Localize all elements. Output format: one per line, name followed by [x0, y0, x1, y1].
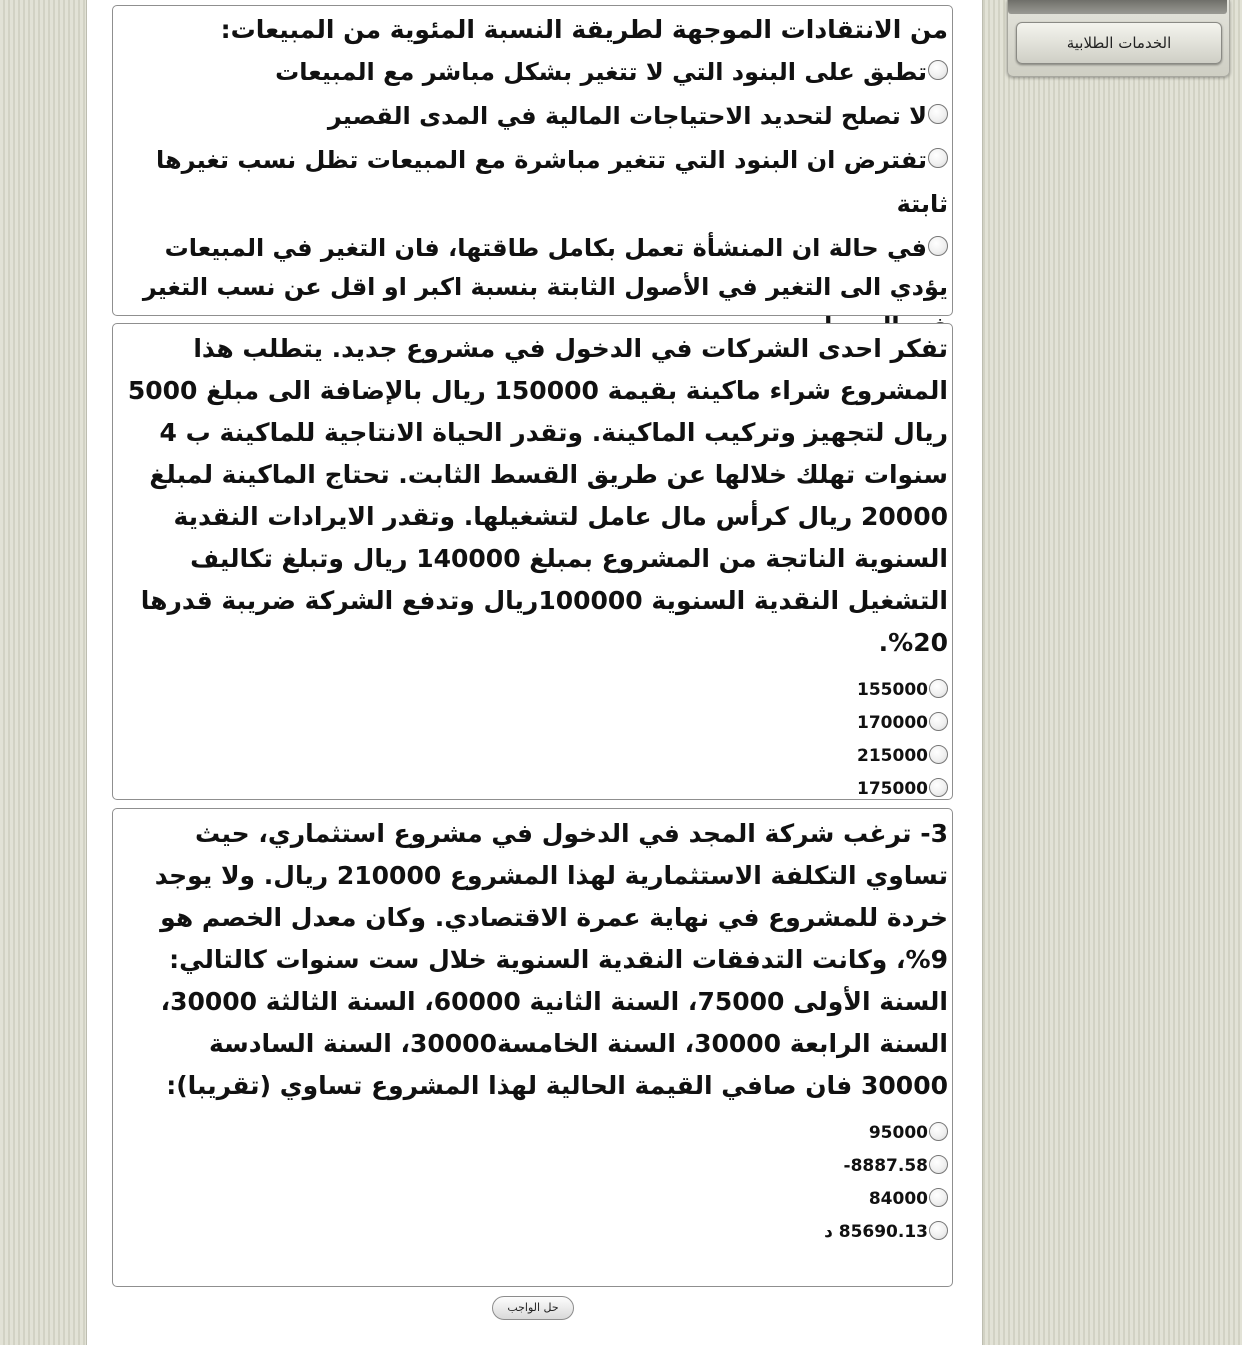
sidebar-panel: [1007, 0, 1230, 77]
radio-button[interactable]: [928, 236, 948, 256]
radio-button[interactable]: [929, 745, 948, 764]
radio-button[interactable]: [929, 712, 948, 731]
radio-button[interactable]: [928, 60, 948, 80]
question-1-option-4[interactable]: في حالة ان المنشأة تعمل بكامل طاقتها، فان التغير في المبيعات يؤدي الى التغير في الأصول الثابتة بنسبة اكبر او اقل عن نسب التغير: [142, 234, 948, 301]
radio-button[interactable]: [928, 148, 948, 168]
sidebar-top-item[interactable]: [1008, 0, 1227, 14]
radio-button[interactable]: [929, 1122, 948, 1141]
radio-button[interactable]: [929, 1188, 948, 1207]
question-1-box: [112, 5, 953, 316]
question-1-option-1[interactable]: تطبق على البنود التي لا تتغير بشكل مباشر مع المبيعات: [117, 50, 948, 94]
solve-homework-button[interactable]: حل الواجب: [492, 1296, 574, 1320]
question-3-option-4[interactable]: 85690.13 د: [117, 1216, 948, 1249]
question-2-option-2[interactable]: 170000: [117, 707, 948, 740]
question-3-text: 3- ترغب شركة المجد في الدخول في مشروع استثماري، حيث تساوي التكلفة الاستثمارية لهذا المشروع 210000 ريال. ولا يوجد خردة للمشروع في نهاية عمرة الاقتصادي. وكان معدل الخصم هو 9%، وكانت التدفقات النقدية السنوية خلال ست سنوات كالتالي: السنة الأولى 75000، السنة الثانية 60000، السنة الثالثة 30000، السنة الرابعة 30000، السنة الخامسة30000، السنة السادسة 30000 فان صافي القيمة الحالية لهذا المشروع تساوي (تقريبا):: [154, 819, 948, 1100]
radio-button[interactable]: [929, 1155, 948, 1174]
question-2-option-1[interactable]: 155000: [117, 674, 948, 707]
question-3-options: [117, 1117, 948, 1249]
question-1-option-2[interactable]: لا تصلح لتحديد الاحتياجات المالية في المدى القصير: [117, 94, 948, 138]
question-1-text: من الانتقادات الموجهة لطريقة النسبة المئوية من المبيعات:: [220, 15, 948, 44]
question-3-option-2[interactable]: 8887.58-: [117, 1150, 948, 1183]
question-1-option-3[interactable]: تفترض ان البنود التي تتغير مباشرة مع المبيعات تظل نسب تغيرها ثابتة: [156, 146, 948, 218]
radio-button[interactable]: [929, 679, 948, 698]
radio-button[interactable]: [929, 1221, 948, 1240]
question-3-box: [112, 808, 953, 1287]
question-3-option-1[interactable]: 95000: [117, 1117, 948, 1150]
question-2-option-3[interactable]: 215000: [117, 740, 948, 773]
question-1-options: [117, 50, 948, 346]
question-2-option-4[interactable]: 175000: [117, 773, 948, 806]
radio-button[interactable]: [928, 104, 948, 124]
question-2-options: [117, 674, 948, 806]
question-2-text: تفكر احدى الشركات في الدخول في مشروع جديد. يتطلب هذا المشروع شراء ماكينة بقيمة 150000 ريال بالإضافة الى مبلغ 5000 ريال لتجهيز وتركيب الماكينة. وتقدر الحياة الانتاجية للماكينة ب 4 سنوات تهلك خلالها عن طريق القسط الثابت. تحتاج الماكينة لمبلغ 20000 ريال كرأس مال عامل لتشغيلها. وتقدر الايرادات النقدية السنوية الناتجة من المشروع بمبلغ 140000 ريال وتبلغ تكاليف التشغيل النقدية السنوية 100000ريال وتدفع الشركة ضريبة قدرها 20%.: [127, 334, 948, 657]
question-2-box: [112, 323, 953, 800]
student-services-button[interactable]: الخدمات الطلابية: [1016, 22, 1222, 64]
question-3-option-3[interactable]: 84000: [117, 1183, 948, 1216]
radio-button[interactable]: [929, 778, 948, 797]
